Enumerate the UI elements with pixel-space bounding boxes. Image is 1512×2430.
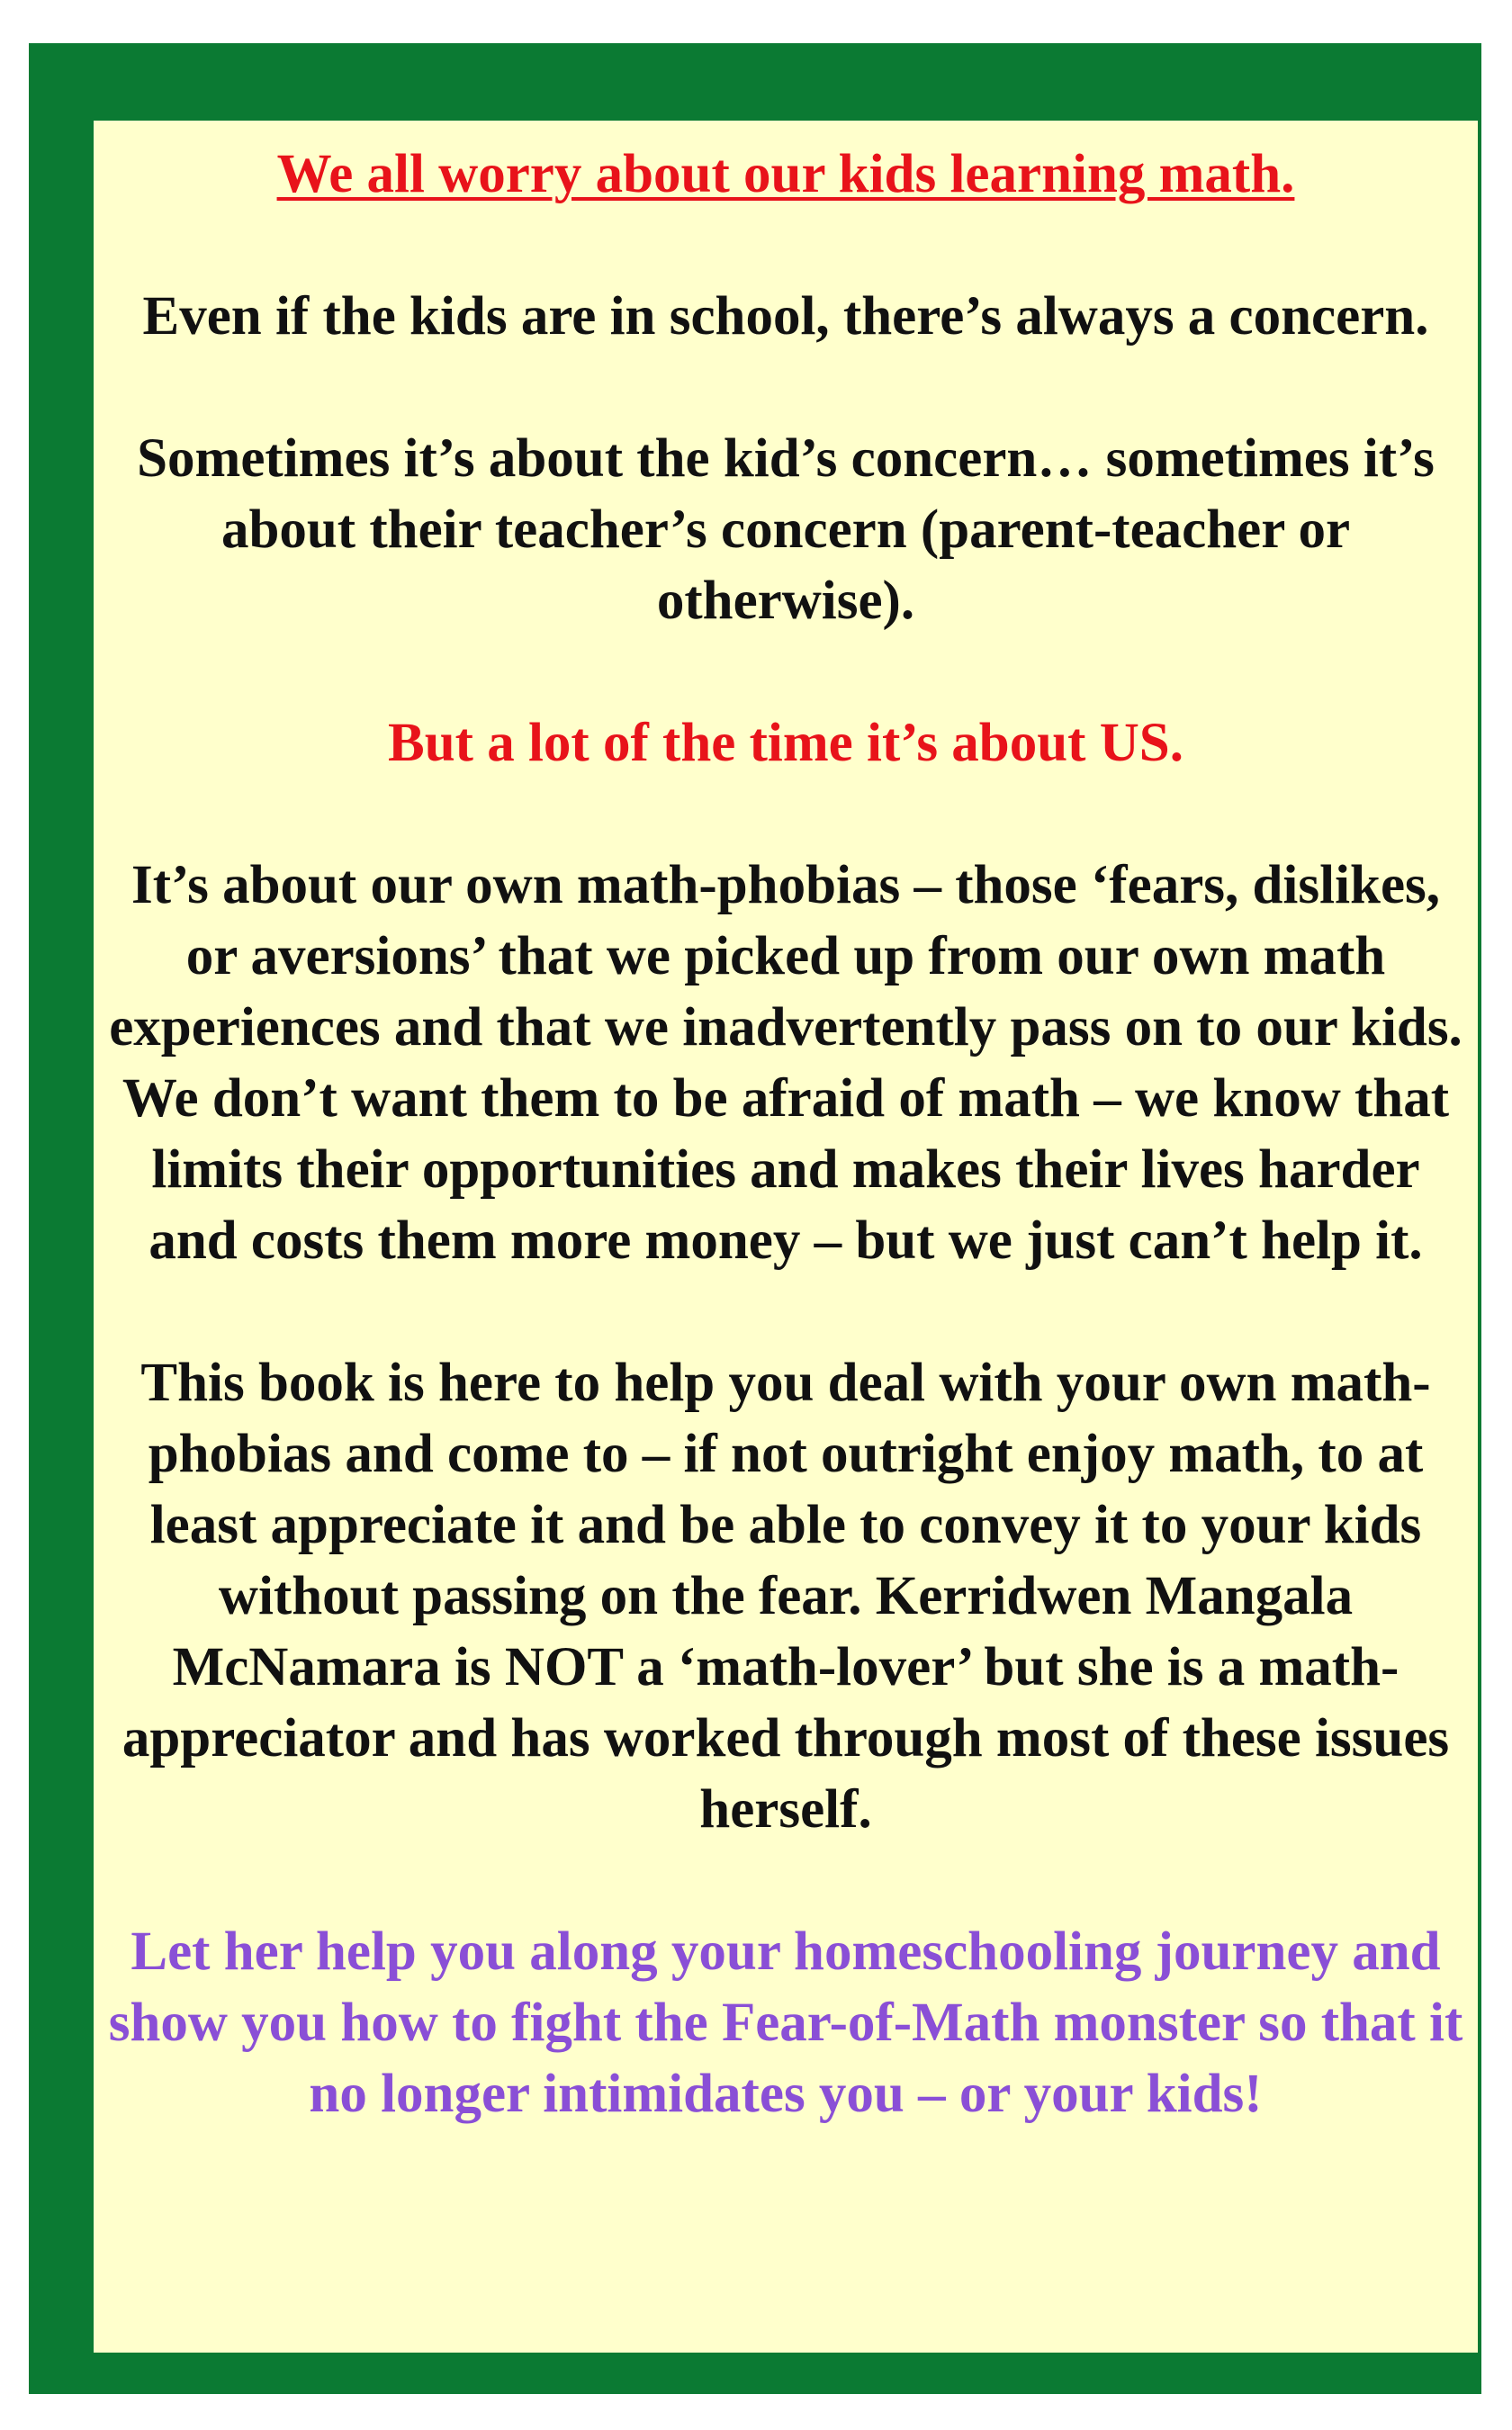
paragraph-school-concern: Even if the kids are in school, there’s always a concern. bbox=[142, 286, 1429, 346]
paragraph-whose-concern: Sometimes it’s about the kid’s concern… sometimes it’s about their teacher’s concern (parent-teacher or otherwise). bbox=[137, 428, 1435, 631]
text-panel bbox=[94, 121, 1478, 2353]
paragraph-book-purpose: This book is here to help you deal with your own math-phobias and come to – if not outright enjoy math, to at least appreciate it and be able to convey it to your kids without passing on the fear. Kerridwen Mangala McNamara is NOT a ‘math-lover’ but she is a math-appreciator and has worked through most of these issues herself. bbox=[122, 1353, 1450, 1840]
paragraph-math-phobias: It’s about our own math-phobias – those ‘fears, dislikes, or aversions’ that we picked up from our own math experiences and that we inadvertently pass on to our kids. We don’t want them to be afraid of math – we know that limits their opportunities and makes their lives harder and costs them more money – but we just can’t help it. bbox=[109, 855, 1462, 1271]
headline: We all worry about our kids learning math. bbox=[276, 144, 1295, 204]
green-border-frame bbox=[29, 43, 1481, 2394]
blurb-content bbox=[94, 139, 1478, 2129]
paragraph-call-to-action: Let her help you along your homeschooling journey and show you how to fight the Fear-of-Math monster so that it no longer intimidates you – or your kids! bbox=[108, 1922, 1463, 2124]
paragraph-about-us: But a lot of the time it’s about US. bbox=[388, 713, 1184, 773]
